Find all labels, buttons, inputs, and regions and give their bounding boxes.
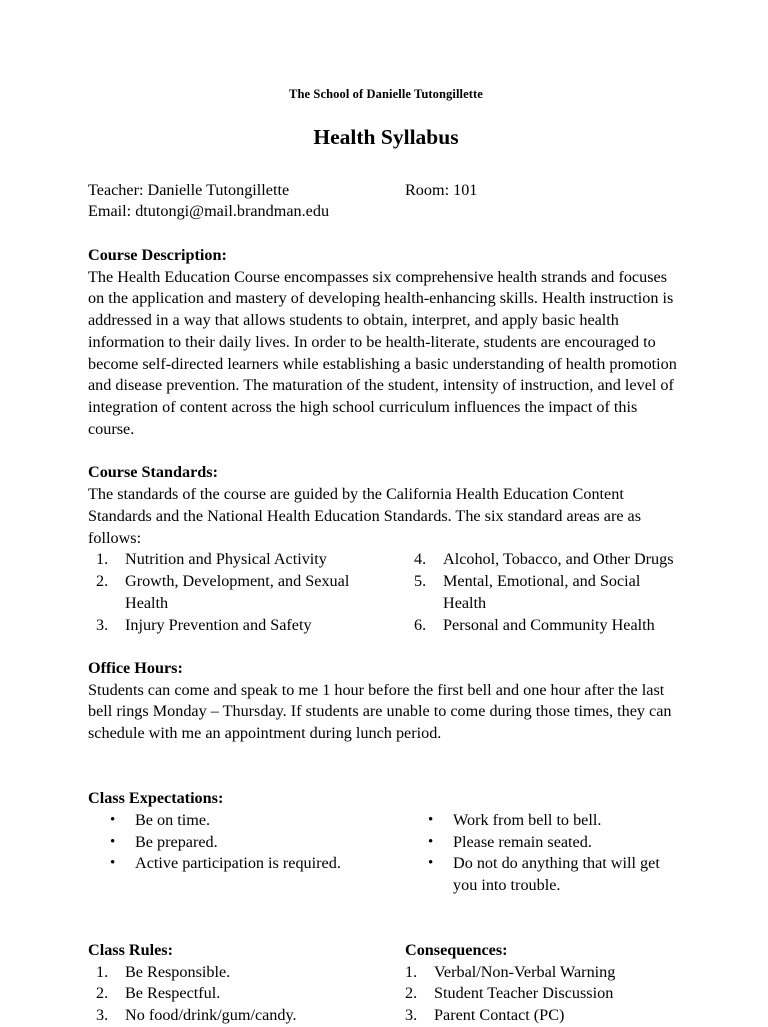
expectation-item — [406, 810, 684, 832]
spacer — [88, 918, 684, 940]
school-name-header: The School of Danielle Tutongillette — [289, 87, 483, 101]
office-hours-text: Students can come and speak to me 1 hour before the first bell and one hour after the last bell rings Monday – Thursday. If students are unable to come during those times, they can schedule with me an appointment during lunch period. — [88, 680, 672, 743]
bullet-icon: • — [428, 811, 434, 828]
list-item-label: Parent Contact (PC) — [434, 1006, 565, 1025]
expectations-list-right — [406, 810, 684, 897]
email-row — [88, 201, 684, 223]
standard-item — [88, 549, 388, 571]
list-marker: 1. — [405, 962, 418, 981]
spacer — [88, 767, 684, 789]
standard-item — [88, 571, 388, 615]
standards-column-left — [88, 549, 388, 636]
expectation-item — [88, 853, 388, 875]
list-marker: 6. — [414, 615, 427, 634]
list-marker: 2. — [96, 984, 109, 1003]
list-item-label: Be prepared. — [135, 832, 218, 851]
list-marker: 5. — [414, 572, 427, 591]
consequence-item — [405, 983, 684, 1005]
standards-list-left — [88, 549, 388, 636]
spacer — [88, 897, 684, 919]
office-hours-heading: Office Hours: — [88, 658, 183, 677]
bullet-icon: • — [428, 833, 434, 850]
list-item-label: Be on time. — [135, 810, 211, 829]
consequence-item — [405, 962, 684, 984]
consequence-item — [405, 1005, 684, 1027]
list-marker: 1. — [96, 550, 109, 569]
consequences-heading: Consequences: — [405, 940, 508, 959]
course-description-text: The Health Education Course encompasses six comprehensive health strands and focuses on the application and mastery of developing health-enhancing skills. Health instruction is addressed in a way that allows students to obtain, interpret, and apply basic health information to their daily lives. In order to be health-literate, students are encouraged to become self-directed learners while establishing a basic understanding of health promotion and disease prevention. The maturation of the student, intensity of instruction, and level of integration of content across the high school curriculum influences the impact of this course. — [88, 267, 677, 438]
spacer — [88, 223, 684, 245]
class-rules-heading: Class Rules: — [88, 940, 173, 959]
list-item-label: Please remain seated. — [453, 832, 592, 851]
bullet-icon: • — [110, 811, 116, 828]
consequences-column — [405, 940, 684, 1027]
list-item-label: Do not do anything that will get you into trouble. — [453, 854, 660, 895]
list-item-label: Student Teacher Discussion — [434, 984, 614, 1003]
bullet-icon: • — [110, 855, 116, 872]
spacer — [88, 745, 684, 767]
document-body — [88, 86, 684, 1027]
list-item-label: Be Responsible. — [125, 962, 231, 981]
list-item-label: Active participation is required. — [135, 854, 341, 873]
list-item-label: Growth, Development, and Sexual Health — [125, 572, 350, 612]
course-standards-list — [88, 549, 684, 636]
spacer — [88, 441, 684, 463]
consequences-list — [405, 962, 684, 1027]
class-expectations-heading: Class Expectations: — [88, 789, 224, 808]
teacher-room-row — [88, 180, 684, 202]
list-marker: 2. — [405, 984, 418, 1003]
course-standards-heading: Course Standards: — [88, 463, 218, 482]
list-marker: 3. — [405, 1006, 418, 1025]
standards-column-right — [406, 549, 684, 636]
list-item-label: Mental, Emotional, and Social Health — [443, 572, 641, 612]
class-rule-item — [88, 1005, 388, 1027]
list-item-label: Be Respectful. — [125, 984, 221, 1003]
bullet-icon: • — [110, 833, 116, 850]
standard-item — [406, 571, 684, 615]
expectations-list-left — [88, 810, 388, 875]
list-item-label: Injury Prevention and Safety — [125, 615, 312, 634]
class-rules-list — [88, 962, 388, 1027]
expectations-column-right — [406, 810, 684, 897]
course-standards-text: The standards of the course are guided by the California Health Education Content Standards and the National Health Education Standards. The six standard areas are as follows: — [88, 485, 642, 547]
list-marker: 3. — [96, 615, 109, 634]
expectation-item — [88, 810, 388, 832]
list-item-label: Verbal/Non-Verbal Warning — [434, 962, 616, 981]
standard-item — [88, 615, 388, 637]
course-description-heading: Course Description: — [88, 245, 227, 264]
list-marker: 4. — [414, 550, 427, 569]
bullet-icon: • — [428, 855, 434, 872]
class-rule-item — [88, 983, 388, 1005]
list-item-label: No food/drink/gum/candy. — [125, 1006, 297, 1025]
room-number: Room: 101 — [405, 180, 478, 199]
standards-list-right — [406, 549, 684, 636]
list-item-label: Nutrition and Physical Activity — [125, 550, 327, 569]
list-marker: 2. — [96, 572, 109, 591]
page-title: Health Syllabus — [313, 124, 459, 149]
expectations-column-left — [88, 810, 388, 875]
rules-consequences-block — [88, 940, 684, 1027]
expectation-item — [88, 832, 388, 854]
class-rules-column — [88, 940, 388, 1027]
standard-item — [406, 549, 684, 571]
expectation-item — [406, 853, 684, 897]
list-marker: 3. — [96, 1006, 109, 1025]
list-item-label: Work from bell to bell. — [453, 810, 602, 829]
list-item-label: Personal and Community Health — [443, 615, 655, 634]
email-address: Email: dtutongi@mail.brandman.edu — [88, 202, 330, 221]
list-marker: 1. — [96, 962, 109, 981]
teacher-name: Teacher: Danielle Tutongillette — [88, 180, 290, 199]
expectation-item — [406, 832, 684, 854]
class-rule-item — [88, 962, 388, 984]
standard-item — [406, 615, 684, 637]
class-expectations-list — [88, 810, 684, 897]
spacer — [88, 636, 684, 658]
list-item-label: Alcohol, Tobacco, and Other Drugs — [443, 550, 674, 569]
